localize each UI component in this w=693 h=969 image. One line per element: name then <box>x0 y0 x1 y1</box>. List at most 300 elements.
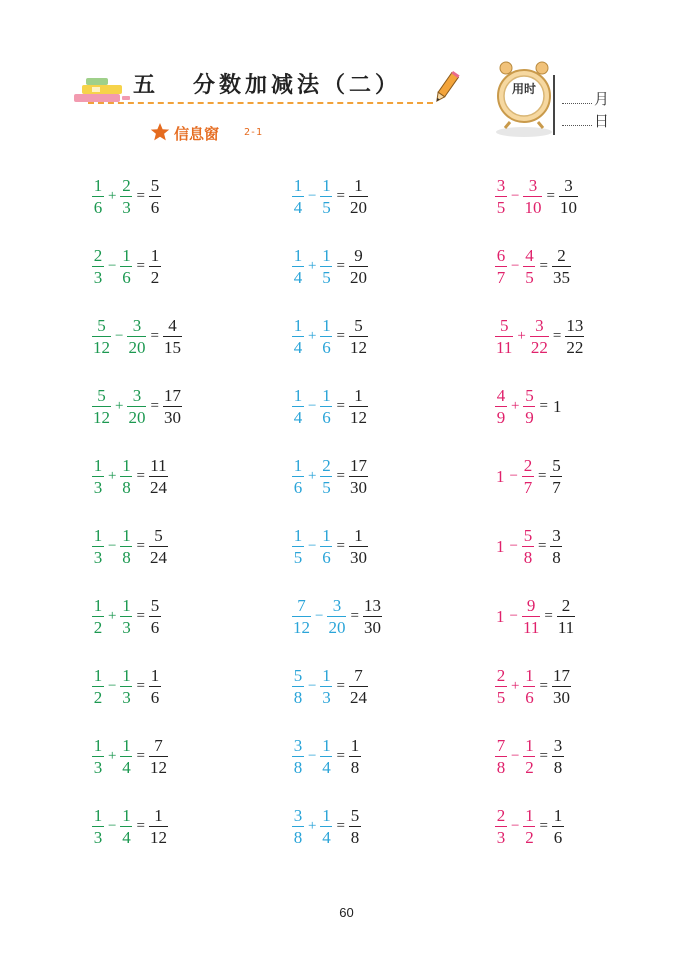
operator-sign: + <box>308 327 317 344</box>
first-term <box>495 317 513 356</box>
problem-item <box>292 174 368 218</box>
fraction-bar <box>495 266 507 267</box>
second-term <box>120 457 132 496</box>
denominator: 7 <box>523 477 533 497</box>
second-term <box>320 667 332 706</box>
numerator: 1 <box>122 735 131 755</box>
first-term <box>92 597 104 636</box>
fraction-bar <box>92 406 111 407</box>
second-term <box>522 597 540 636</box>
denominator: 4 <box>293 337 303 357</box>
fraction-bar <box>120 266 132 267</box>
denominator: 4 <box>122 827 131 847</box>
numerator: 4 <box>168 315 177 335</box>
denominator: 11 <box>496 337 513 357</box>
problem-item <box>292 314 368 358</box>
fraction-bar <box>550 546 562 547</box>
equals-sign: = <box>539 747 548 764</box>
answer <box>149 597 161 636</box>
info-window-label: 信息窗 <box>174 125 220 143</box>
answer <box>149 667 161 706</box>
operator-sign: − <box>308 397 317 414</box>
denominator: 6 <box>150 197 160 217</box>
equals-sign: = <box>136 187 145 204</box>
denominator: 3 <box>93 827 103 847</box>
answer <box>349 317 368 356</box>
equals-sign: = <box>537 467 547 484</box>
problem-item <box>92 804 168 848</box>
operator-sign: − <box>511 187 520 204</box>
problem-item <box>495 804 564 848</box>
first-term: 1 <box>496 536 505 556</box>
numerator: 3 <box>552 525 561 545</box>
operator-sign: + <box>308 467 317 484</box>
numerator: 1 <box>293 385 303 405</box>
numerator: 11 <box>150 455 167 475</box>
fraction-bar <box>495 406 507 407</box>
numerator: 1 <box>93 805 103 825</box>
equals-sign: = <box>150 327 159 344</box>
fraction-bar <box>320 336 332 337</box>
fraction-bar <box>363 616 382 617</box>
numerator: 1 <box>322 315 331 335</box>
fraction-bar <box>349 266 368 267</box>
fraction-bar <box>495 336 513 337</box>
problem-item <box>495 244 571 288</box>
numerator: 5 <box>499 315 509 335</box>
second-term <box>127 387 146 426</box>
numerator: 17 <box>552 665 570 685</box>
first-term <box>495 387 507 426</box>
denominator: 22 <box>566 337 584 357</box>
numerator: 1 <box>322 735 331 755</box>
numerator: 7 <box>297 595 306 615</box>
denominator: 20 <box>328 617 346 637</box>
first-term <box>495 807 507 846</box>
denominator: 8 <box>293 827 303 847</box>
answer <box>565 317 584 356</box>
fraction-bar <box>495 826 507 827</box>
denominator: 24 <box>149 477 167 497</box>
fraction-bar <box>163 336 182 337</box>
fraction-bar <box>292 476 304 477</box>
fraction-bar <box>149 686 161 687</box>
numerator: 13 <box>566 315 584 335</box>
fraction-bar <box>120 196 132 197</box>
fraction-bar <box>120 546 132 547</box>
second-term <box>320 247 332 286</box>
second-term <box>320 807 332 846</box>
numerator: 1 <box>525 805 534 825</box>
fraction-bar <box>92 686 104 687</box>
denominator: 20 <box>349 197 367 217</box>
fraction-bar <box>552 826 564 827</box>
numerator: 1 <box>150 245 160 265</box>
second-term <box>522 457 534 496</box>
numerator: 1 <box>350 735 360 755</box>
numerator: 2 <box>322 455 331 475</box>
problem-item <box>92 454 168 498</box>
equals-sign: = <box>136 677 145 694</box>
fraction-bar <box>320 756 332 757</box>
denominator: 8 <box>496 757 506 777</box>
answer <box>363 597 382 636</box>
fraction-bar <box>349 756 361 757</box>
numerator: 2 <box>557 245 566 265</box>
first-term <box>92 527 104 566</box>
fraction-bar <box>349 406 368 407</box>
denominator: 2 <box>93 617 103 637</box>
numerator: 3 <box>293 735 303 755</box>
fraction-bar <box>149 616 161 617</box>
numerator: 1 <box>354 175 363 195</box>
fraction-bar <box>292 196 304 197</box>
fraction-bar <box>522 616 540 617</box>
numerator: 1 <box>154 805 163 825</box>
unit-number: 五 <box>133 73 156 98</box>
numerator: 1 <box>293 175 303 195</box>
fraction-bar <box>495 756 507 757</box>
equals-sign: = <box>136 607 145 624</box>
problem-item <box>495 734 564 778</box>
fraction-bar <box>120 756 132 757</box>
first-term <box>92 807 104 846</box>
numerator: 1 <box>293 245 303 265</box>
denominator: 8 <box>350 757 360 777</box>
second-term <box>523 807 535 846</box>
problem-item <box>292 804 361 848</box>
denominator: 2 <box>150 267 160 287</box>
denominator: 3 <box>93 547 103 567</box>
fraction-bar <box>552 266 571 267</box>
second-term <box>320 387 332 426</box>
operator-sign: + <box>308 257 317 274</box>
equals-sign: = <box>150 397 159 414</box>
operator-sign: + <box>511 677 520 694</box>
problem-item <box>92 524 168 568</box>
numerator: 3 <box>293 805 303 825</box>
first-term: 1 <box>496 466 505 486</box>
fraction-bar <box>349 336 368 337</box>
denominator: 3 <box>122 197 131 217</box>
fraction-bar <box>127 336 146 337</box>
fraction-bar <box>92 336 111 337</box>
operator-sign: + <box>108 187 117 204</box>
fraction-bar <box>565 336 584 337</box>
answer <box>550 527 562 566</box>
denominator: 15 <box>163 337 181 357</box>
numerator: 2 <box>93 245 103 265</box>
denominator: 12 <box>349 407 367 427</box>
denominator: 30 <box>552 687 570 707</box>
denominator: 20 <box>128 337 146 357</box>
operator-sign: − <box>509 537 518 554</box>
numerator: 5 <box>97 385 106 405</box>
fraction-bar <box>550 476 562 477</box>
denominator: 20 <box>128 407 146 427</box>
denominator: 8 <box>122 477 131 497</box>
equals-sign: = <box>539 817 548 834</box>
numerator: 3 <box>564 175 573 195</box>
fraction-bar <box>349 476 368 477</box>
first-term <box>292 737 304 776</box>
denominator: 6 <box>150 617 160 637</box>
fraction-bar <box>292 406 304 407</box>
denominator: 6 <box>122 267 131 287</box>
fraction-bar <box>349 826 361 827</box>
numerator: 3 <box>535 315 544 335</box>
numerator: 1 <box>122 455 131 475</box>
first-term <box>92 247 104 286</box>
numerator: 2 <box>496 665 506 685</box>
fraction-bar <box>292 826 304 827</box>
numerator: 1 <box>293 455 303 475</box>
first-term <box>292 177 304 216</box>
first-term <box>495 737 507 776</box>
numerator: 13 <box>363 595 381 615</box>
numerator: 6 <box>496 245 506 265</box>
denominator: 24 <box>149 547 167 567</box>
denominator: 11 <box>522 617 540 637</box>
second-term <box>320 457 332 496</box>
problem-item <box>495 594 575 638</box>
fraction-bar <box>163 406 182 407</box>
numerator: 2 <box>496 805 506 825</box>
answer <box>552 247 571 286</box>
denominator: 12 <box>149 757 167 777</box>
denominator: 5 <box>525 267 534 287</box>
denominator: 4 <box>322 757 331 777</box>
denominator: 4 <box>122 757 131 777</box>
denominator: 22 <box>530 337 548 357</box>
operator-sign: − <box>308 537 317 554</box>
fraction-bar <box>127 406 146 407</box>
denominator: 6 <box>553 827 563 847</box>
denominator: 4 <box>322 827 331 847</box>
second-term <box>327 597 346 636</box>
denominator: 6 <box>525 687 534 707</box>
operator-sign: − <box>108 677 117 694</box>
second-term <box>523 387 535 426</box>
operator-sign: − <box>315 607 324 624</box>
numerator: 3 <box>528 175 538 195</box>
first-term <box>292 527 304 566</box>
first-term <box>495 177 507 216</box>
numerator: 9 <box>526 595 536 615</box>
denominator: 2 <box>525 827 534 847</box>
denominator: 30 <box>163 407 181 427</box>
operator-sign: + <box>115 397 124 414</box>
denominator: 6 <box>93 197 103 217</box>
fraction-bar <box>92 616 104 617</box>
numerator: 9 <box>354 245 363 265</box>
denominator: 30 <box>349 477 367 497</box>
fraction-bar <box>523 406 535 407</box>
second-term <box>523 247 535 286</box>
fraction-bar <box>149 476 168 477</box>
problem-item <box>292 524 368 568</box>
numerator: 3 <box>553 735 563 755</box>
equals-sign: = <box>136 467 145 484</box>
first-term <box>292 387 304 426</box>
fraction-bar <box>349 686 368 687</box>
denominator: 2 <box>525 757 534 777</box>
fraction-bar <box>349 546 368 547</box>
month-label: 月 <box>594 90 610 108</box>
answer <box>149 807 168 846</box>
numerator: 1 <box>525 735 534 755</box>
fraction-bar <box>92 546 104 547</box>
denominator: 5 <box>322 267 331 287</box>
fraction-bar <box>320 196 332 197</box>
fraction-bar <box>320 686 332 687</box>
second-term <box>120 807 132 846</box>
fraction-bar <box>523 686 535 687</box>
denominator: 8 <box>553 757 563 777</box>
first-term <box>92 457 104 496</box>
denominator: 4 <box>293 197 303 217</box>
denominator: 6 <box>322 547 331 567</box>
numerator: 1 <box>93 595 103 615</box>
denominator: 9 <box>496 407 506 427</box>
first-term <box>92 737 104 776</box>
numerator: 1 <box>93 665 103 685</box>
fraction-bar <box>522 476 534 477</box>
fraction-bar <box>149 266 161 267</box>
problem-item <box>495 174 578 218</box>
problem-item <box>292 734 361 778</box>
denominator: 12 <box>93 407 110 427</box>
denominator: 3 <box>93 267 103 287</box>
equals-sign: = <box>546 187 555 204</box>
first-term <box>292 807 304 846</box>
problem-item <box>92 384 182 428</box>
numerator: 1 <box>93 525 103 545</box>
equals-sign: = <box>336 397 345 414</box>
fraction-bar <box>292 756 304 757</box>
numerator: 2 <box>122 175 131 195</box>
answer <box>550 457 562 496</box>
numerator: 1 <box>122 525 131 545</box>
denominator: 5 <box>322 197 331 217</box>
first-term: 1 <box>496 606 505 626</box>
first-term <box>495 667 507 706</box>
equals-sign: = <box>544 607 553 624</box>
denominator: 6 <box>293 477 303 497</box>
operator-sign: − <box>509 467 518 484</box>
answer <box>349 387 368 426</box>
numerator: 1 <box>322 245 331 265</box>
numerator: 1 <box>525 665 534 685</box>
fraction-bar <box>320 826 332 827</box>
answer <box>349 527 368 566</box>
equals-sign: = <box>539 677 548 694</box>
second-term <box>120 597 132 636</box>
first-term <box>92 177 104 216</box>
numerator: 5 <box>525 385 534 405</box>
fraction-bar <box>523 266 535 267</box>
fraction-bar <box>552 756 564 757</box>
numerator: 1 <box>122 245 131 265</box>
numerator: 1 <box>122 805 131 825</box>
numerator: 1 <box>322 385 331 405</box>
first-term <box>495 247 507 286</box>
first-term <box>292 457 304 496</box>
operator-sign: + <box>308 817 317 834</box>
answer <box>149 737 168 776</box>
denominator: 5 <box>496 197 506 217</box>
numerator: 5 <box>97 315 106 335</box>
numerator: 7 <box>154 735 163 755</box>
answer <box>559 177 578 216</box>
denominator: 2 <box>93 687 103 707</box>
denominator: 3 <box>122 617 131 637</box>
second-term <box>523 177 542 216</box>
answer <box>149 247 161 286</box>
operator-sign: − <box>509 607 518 624</box>
denominator: 8 <box>552 547 561 567</box>
answer <box>349 807 361 846</box>
numerator: 7 <box>354 665 363 685</box>
fraction-bar <box>149 756 168 757</box>
numerator: 4 <box>496 385 506 405</box>
problem-item <box>92 314 182 358</box>
numerator: 5 <box>154 525 163 545</box>
operator-sign: + <box>108 607 117 624</box>
numerator: 1 <box>322 665 331 685</box>
answer <box>149 527 168 566</box>
equals-sign: = <box>539 397 548 414</box>
second-term <box>523 667 535 706</box>
equals-sign: = <box>537 537 547 554</box>
fraction-bar <box>495 686 507 687</box>
denominator: 3 <box>496 827 506 847</box>
numerator: 3 <box>332 595 342 615</box>
numerator: 1 <box>553 805 563 825</box>
first-term <box>92 387 111 426</box>
numerator: 1 <box>293 525 303 545</box>
numerator: 1 <box>150 665 160 685</box>
numerator: 1 <box>93 175 103 195</box>
equals-sign: = <box>350 607 359 624</box>
problem-item <box>92 174 161 218</box>
fraction-bar <box>92 826 104 827</box>
equals-sign: = <box>552 327 562 344</box>
answer <box>349 177 368 216</box>
fraction-bar <box>292 686 304 687</box>
denominator: 5 <box>322 477 331 497</box>
equals-sign: = <box>336 327 345 344</box>
fraction-bar <box>120 826 132 827</box>
time-used-label: 用时 <box>511 82 536 96</box>
fraction-bar <box>92 196 104 197</box>
fraction-bar <box>320 266 332 267</box>
numerator: 5 <box>354 315 363 335</box>
answer <box>163 387 182 426</box>
day-label: 日 <box>594 112 610 130</box>
second-term <box>320 737 332 776</box>
denominator: 10 <box>524 197 542 217</box>
operator-sign: + <box>108 747 117 764</box>
numerator: 1 <box>322 175 331 195</box>
second-term <box>320 177 332 216</box>
page-number: 60 <box>339 905 354 920</box>
second-term <box>320 527 332 566</box>
operator-sign: − <box>308 747 317 764</box>
denominator: 12 <box>293 617 310 637</box>
numerator: 1 <box>122 665 131 685</box>
numerator: 1 <box>322 525 331 545</box>
